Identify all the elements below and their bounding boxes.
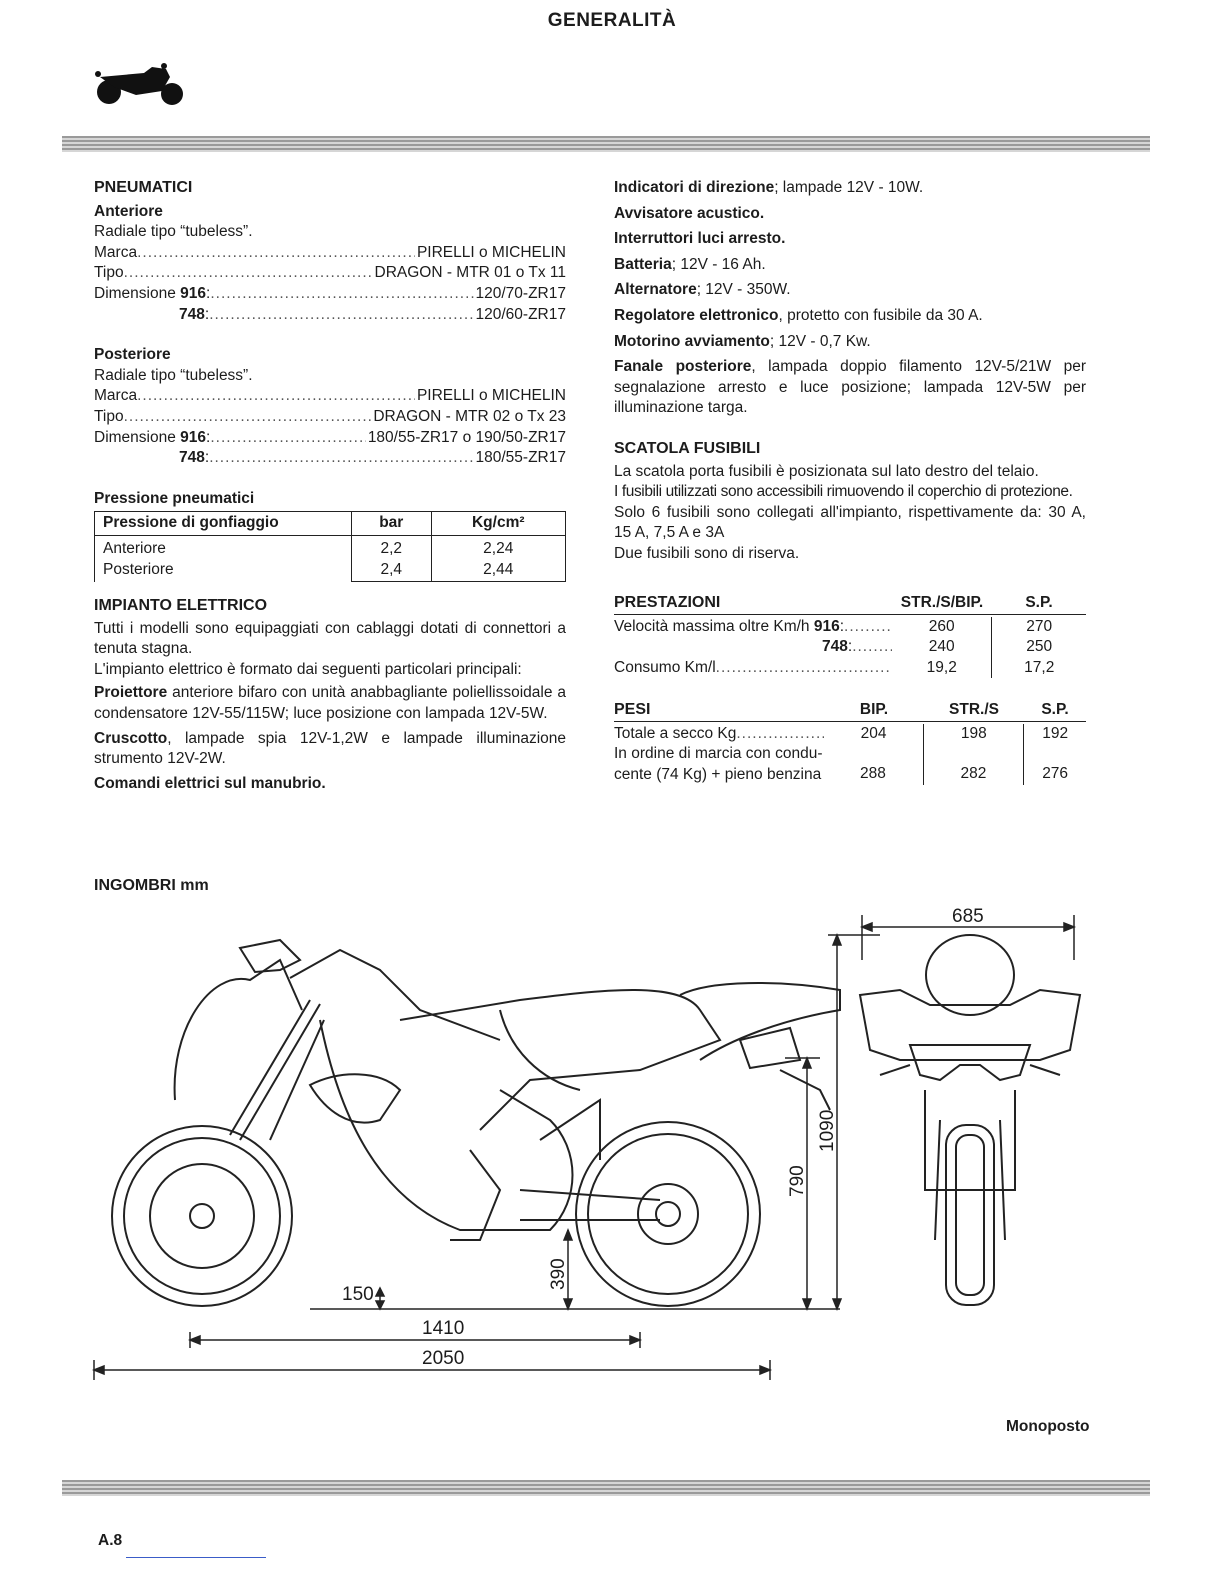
handlebar-controls-item: Comandi elettrici sul manubrio. xyxy=(94,774,326,792)
value: 192 xyxy=(1042,724,1069,742)
dashboard-item xyxy=(94,729,566,770)
electrical-heading: IMPIANTO ELETTRICO xyxy=(94,597,268,615)
value: 180/55-ZR17 xyxy=(475,449,566,467)
col-header: S.P. xyxy=(1041,701,1069,718)
row-label: Anteriore xyxy=(103,540,166,558)
model: 748 xyxy=(179,449,205,467)
bar-value: 2,2 xyxy=(380,539,403,557)
fuses-text-1: La scatola porta fusibili è posizionata sul lato destro del telaio. xyxy=(614,462,1039,480)
model: 916 xyxy=(180,428,207,446)
label: Marca xyxy=(94,243,138,261)
electrical-intro-2: L'impianto elettrico è formato dai seguenti particolari principali: xyxy=(94,660,522,678)
model: 748 xyxy=(822,638,848,656)
tires-heading: PNEUMATICI xyxy=(94,179,193,196)
front-tire-heading: Anteriore xyxy=(94,202,163,220)
value: 250 xyxy=(1026,638,1053,656)
value: PIRELLI o MICHELIN xyxy=(416,387,566,405)
col-header: STR./S xyxy=(949,701,999,718)
axle-height-label: 390 xyxy=(548,1258,569,1290)
regulator-item xyxy=(614,306,1086,327)
value: 120/70-ZR17 xyxy=(475,284,566,302)
col-header: STR./S/BIP. xyxy=(900,594,984,611)
brake-switch-item: Interruttori luci arresto. xyxy=(614,230,786,248)
col-header: Kg/cm² xyxy=(431,512,565,536)
label: Dimensione xyxy=(94,284,176,302)
value: 240 xyxy=(892,637,992,658)
col-header: Pressione di gonfiaggio xyxy=(95,512,352,536)
label: Indicatori di direzione xyxy=(614,179,775,196)
label: Motorino avviamento xyxy=(614,332,770,350)
footer-link-underline xyxy=(126,1557,266,1558)
label: Totale a secco Kg xyxy=(614,724,737,742)
fuses-heading: SCATOLA FUSIBILI xyxy=(614,439,761,457)
model: 916 xyxy=(180,284,207,302)
label: Proiettore xyxy=(94,684,168,702)
dimensions-drawing xyxy=(80,900,1100,1390)
front-tire-type: Radiale tipo “tubeless”. xyxy=(94,223,253,241)
value: DRAGON - MTR 02 o Tx 23 xyxy=(373,407,566,425)
header-rule xyxy=(62,136,1150,152)
battery-item xyxy=(614,255,1086,276)
front-tire-size-748-row: 748: ..... 120/60-ZR17 xyxy=(94,305,566,326)
rear-tire-heading: Posteriore xyxy=(94,346,171,364)
value: 198 xyxy=(923,724,1024,745)
label: Dimensione xyxy=(94,428,176,446)
row-label: Posteriore xyxy=(103,560,174,578)
value: 282 xyxy=(923,744,1025,785)
electrical-intro: Tutti i modelli sono equipaggiati con cablaggi dotati di connettori a tenuta stagna. xyxy=(94,619,566,658)
dimensions-heading: INGOMBRI mm xyxy=(94,877,209,894)
label: Regolatore elettronico xyxy=(614,306,779,324)
performance-table: PRESTAZIONI STR./S/BIP. S.P. Velocità massima oltre Km/h 916: ..... 260 270 748: ..... 240 250 Consumo Km/l ..... 19,2 17,2 xyxy=(614,593,1086,678)
motorcycle-icon xyxy=(92,63,188,107)
text: , lampade spia 12V-1,2W e lampade illuminazione strumento 12V-2W. xyxy=(94,729,566,768)
value: 120/60-ZR17 xyxy=(475,305,566,323)
pressure-heading: Pressione pneumatici xyxy=(94,489,255,507)
rear-tire-type: Radiale tipo “tubeless”. xyxy=(94,366,253,384)
model: 748 xyxy=(179,305,205,323)
bar-value: 2,4 xyxy=(380,560,403,578)
weights-table xyxy=(614,700,1086,785)
fuses-text-2: I fusibili utilizzati sono accessibili rimuovendo il coperchio di protezione. xyxy=(614,483,1073,501)
value: DRAGON - MTR 01 o Tx 11 xyxy=(374,264,566,282)
ground-clearance-label: 150 xyxy=(342,1284,374,1305)
value: 270 xyxy=(1026,617,1053,635)
value: 288 xyxy=(859,765,886,783)
label: Alternatore xyxy=(614,281,697,299)
label: cente (74 Kg) + pieno benzina xyxy=(614,765,822,783)
value: 19,2 xyxy=(892,658,992,679)
headlight-item xyxy=(94,683,566,724)
wheelbase-label: 1410 xyxy=(422,1318,465,1339)
motorcycle-side-view xyxy=(112,940,840,1306)
col-header: S.P. xyxy=(1025,594,1053,611)
fuses-text-4: Due fusibili sono di riserva. xyxy=(614,544,800,562)
pressure-table xyxy=(94,511,566,582)
front-tire-model-row xyxy=(94,263,566,284)
motorcycle-front-view xyxy=(860,935,1080,1305)
indicators-item xyxy=(614,178,1086,199)
total-height-label: 1090 xyxy=(817,1109,838,1152)
model: 916 xyxy=(813,617,840,635)
rear-tire-size-748-row: 748: ..... 180/55-ZR17 xyxy=(94,448,566,469)
fuses-text-3: Solo 6 fusibili sono collegati all'impianto, rispettivamente da: 30 A, 15 A, 7,5 A e 3A xyxy=(614,503,1086,542)
text: anteriore bifaro con unità anabbagliante poliellissoidale a condensatore 12V-55/115W; luce posizione con lampada 12V-5W. xyxy=(94,684,566,723)
label: Marca xyxy=(94,387,138,405)
rear-tire-size-916-row: Dimensione 916: ..... 180/55-ZR17 o 190/50-ZR17 xyxy=(94,428,566,449)
text: ; lampade 12V - 10W. xyxy=(774,179,924,196)
text: ; 12V - 0,7 Kw. xyxy=(769,332,871,350)
width-label: 685 xyxy=(952,906,984,927)
col-header: bar xyxy=(352,512,432,536)
label: Velocità massima oltre Km/h xyxy=(614,617,810,635)
value: 260 xyxy=(892,617,992,638)
performance-heading: PRESTAZIONI xyxy=(614,594,721,611)
text: , lampada doppio filamento 12V-5/21W per segnalazione arresto e luce posizione; lampada 12V-5W per illuminazione targa. xyxy=(614,358,1086,417)
label: Consumo Km/l xyxy=(614,658,716,676)
starter-item xyxy=(614,332,1086,353)
horn-item: Avvisatore acustico. xyxy=(614,204,765,222)
length-label: 2050 xyxy=(422,1348,465,1369)
page-title: GENERALITÀ xyxy=(547,10,677,31)
value: 204 xyxy=(860,724,887,742)
seat-height-label: 790 xyxy=(787,1165,808,1197)
taillight-item xyxy=(614,357,1086,419)
label: Tipo xyxy=(94,264,124,282)
value: PIRELLI o MICHELIN xyxy=(416,243,566,261)
label: Cruscotto xyxy=(94,729,168,747)
text: , protetto con fusibile da 30 A. xyxy=(778,306,983,324)
footer-rule xyxy=(62,1480,1150,1496)
value: 276 xyxy=(1042,765,1069,783)
label: Fanale posteriore xyxy=(614,358,752,376)
page-number: A.8 xyxy=(98,1532,123,1549)
weights-heading: PESI xyxy=(614,701,651,718)
value: 17,2 xyxy=(1024,658,1055,676)
label: Batteria xyxy=(614,255,672,273)
label: In ordine di marcia con condu- xyxy=(614,745,823,763)
value: 180/55-ZR17 o 190/50-ZR17 xyxy=(367,428,566,446)
col-header: BIP. xyxy=(859,701,889,718)
front-tire-brand-row xyxy=(94,243,566,264)
rear-tire-brand-row xyxy=(94,386,566,407)
text: ; 12V - 16 Ah. xyxy=(671,255,766,273)
text: ; 12V - 350W. xyxy=(696,281,791,299)
rear-tire-model-row xyxy=(94,407,566,428)
label: Tipo xyxy=(94,407,124,425)
kg-value: 2,44 xyxy=(483,560,514,578)
alternator-item xyxy=(614,280,1086,301)
kg-value: 2,24 xyxy=(483,539,514,557)
figure-caption: Monoposto xyxy=(1006,1418,1090,1435)
front-tire-size-916-row: Dimensione 916: ..... 120/70-ZR17 xyxy=(94,284,566,305)
